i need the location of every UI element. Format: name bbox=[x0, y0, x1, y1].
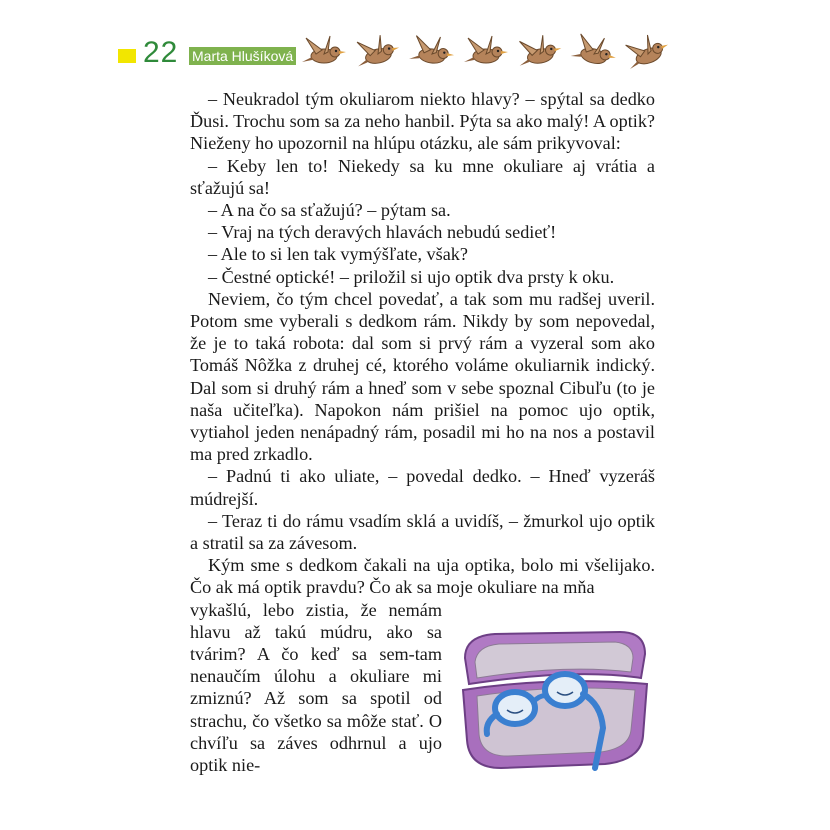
paragraph: – Teraz ti do rámu vsadím sklá a uvidíš, – žmurkol ujo optik a stratil sa za závesom. bbox=[190, 510, 655, 554]
page-header bbox=[0, 0, 830, 90]
bird-icon bbox=[621, 30, 672, 70]
paragraph: – Vraj na tých deravých hlavách nebudú sedieť! bbox=[208, 222, 557, 243]
bird-icon bbox=[302, 36, 346, 63]
page-number: 22 bbox=[143, 36, 179, 69]
glasses-case-illustration bbox=[455, 618, 655, 778]
bird-decoration bbox=[302, 30, 674, 74]
paragraph-wrapped: vykašlú, lebo zistia, že nemám hlavu až takú múdru, ako sa tvárim? A čo keď sa sem-tam nenaučím úlohu a okuliare mi zmiznú? Až som sa spotil od strachu, čo všetko sa môže stať. O chvíľu sa záves odhrnul a ujo optik nie- bbox=[190, 599, 442, 776]
paragraph: – Keby len to! Niekedy sa ku mne okuliare aj vrátia a sťažujú sa! bbox=[190, 155, 655, 198]
bird-icon bbox=[464, 36, 508, 63]
bird-icon bbox=[515, 32, 563, 66]
header-marker bbox=[118, 49, 136, 63]
paragraph: – Padnú ti ako uliate, – povedal dedko. – Hneď vyzeráš múdrejší. bbox=[190, 466, 655, 509]
bird-icon bbox=[409, 33, 456, 66]
paragraph: – Neukradol tým okuliarom niekto hlavy? – spýtal sa dedko Ďusi. Trochu som sa za neho hanbil. Pýta sa ako malý! A optik? Nieženy ho upozornil na hlúpu otázku, ale sám prikyvoval: bbox=[190, 89, 655, 154]
paragraph: – Ale to si len tak vymýšľate, však? bbox=[208, 244, 468, 265]
paragraph: – Čestné optické! – priložil si ujo optik dva prsty k oku. bbox=[208, 266, 615, 287]
bird-icon bbox=[353, 32, 402, 68]
paragraph: Kým sme s dedkom čakali na uja optika, bolo mi všelijako. Čo ak má optik pravdu? Čo ak sa moje okuliare na mňa bbox=[190, 555, 655, 598]
paragraph: – A na čo sa sťažujú? – pýtam sa. bbox=[208, 200, 451, 221]
author-name: Marta Hlušíková bbox=[189, 47, 296, 65]
paragraph: Neviem, čo tým chcel povedať, a tak som mu radšej uveril. Potom sme vyberali s dedkom rám. Nikdy by som nepovedal, že je to taká robota: dal som si prvý rám a vyzeral som ako Tomáš Nôžka z druhej cé, ktorého voláme okuliarnik indický. Dal som si druhý rám a hneď som v sebe spoznal Cibuľu (to je naša učiteľka). Napokon nám prišiel na pomoc ujo optik, vytiahol jeden nenápadný rám, posadil mi ho na nos a postavil ma pred zrkadlo. bbox=[190, 288, 655, 465]
bird-icon bbox=[570, 31, 619, 68]
